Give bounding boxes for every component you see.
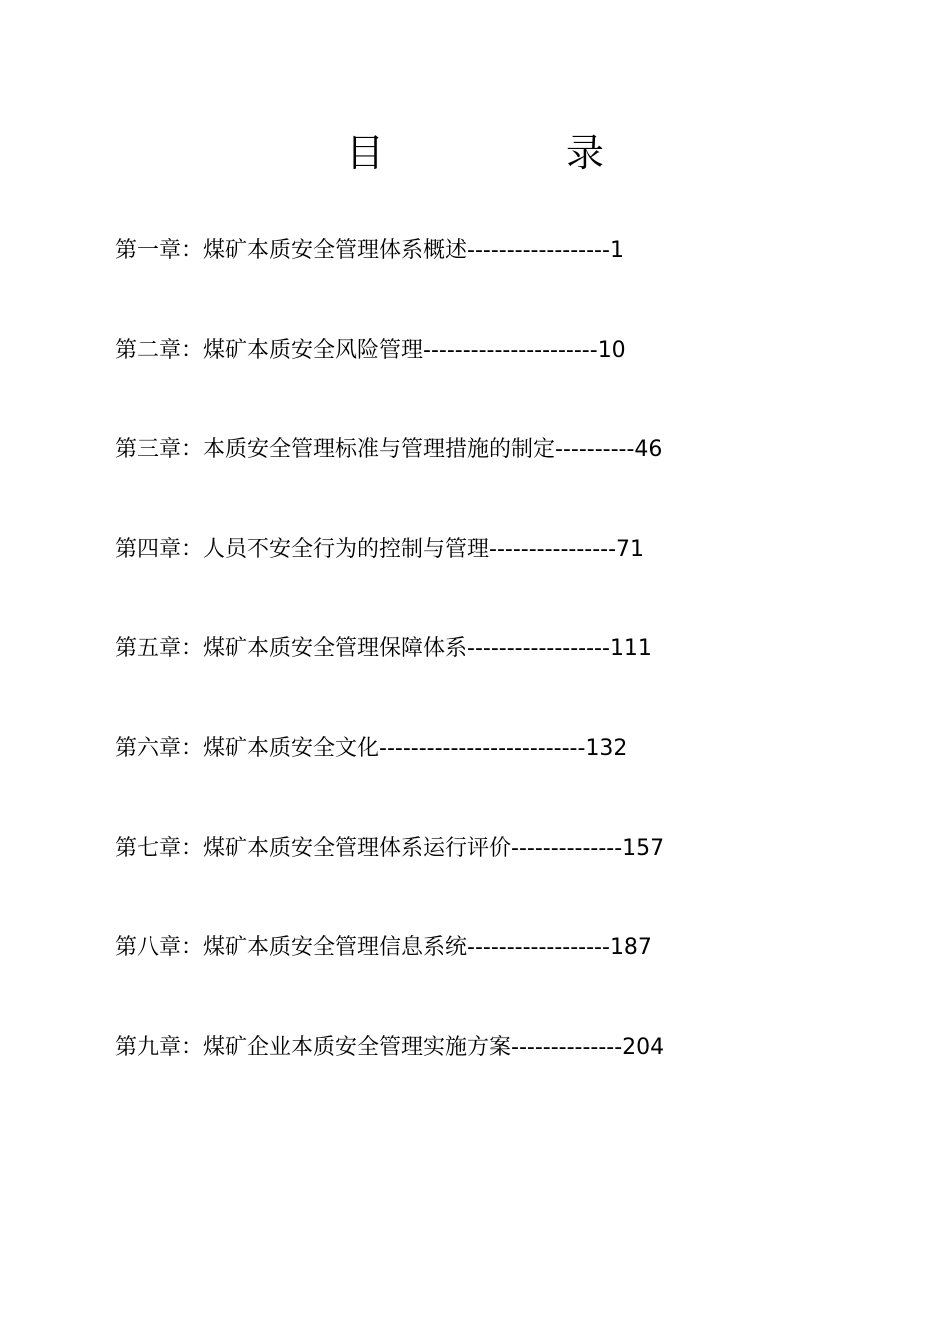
toc-entry-leader: ---------- [555,437,635,463]
toc-entry-leader: -------------------------- [379,735,586,761]
toc-entry-chapter: 第九章： [115,1034,204,1060]
toc-entry-chapter: 第四章： [115,536,204,562]
toc-entry-page: 46 [634,437,663,463]
toc-entry-page: 204 [622,1034,665,1060]
toc-entry-chapter: 第二章： [115,337,204,363]
toc-entry-chapter: 第八章： [115,935,204,961]
toc-entry-text: 煤矿本质安全文化 [203,735,380,761]
toc-entry [115,629,664,729]
toc-entry-chapter: 第六章： [115,735,204,761]
toc-entry-page: 111 [609,636,652,662]
toc-title: 目 录 [345,131,676,175]
toc-entry-page: 10 [597,337,626,363]
toc-entry-leader: ------------------ [467,238,610,263]
toc-entry [115,331,664,431]
toc-entry-page: 187 [609,935,652,961]
toc-entry-text: 煤矿本质安全管理保障体系 [203,636,468,662]
toc-entry [115,729,664,829]
toc-entry-chapter: 第五章： [115,636,204,662]
toc-entry-page: 71 [616,536,645,562]
toc-entry [115,231,664,331]
toc-entry [115,530,664,630]
toc-entry-leader: ------------------ [467,636,610,662]
toc-entry-page: 132 [585,735,628,761]
toc-list [115,231,664,1127]
toc-entry-text: 本质安全管理标准与管理措施的制定 [203,437,556,463]
toc-entry [115,1028,664,1128]
toc-entry [115,928,664,1028]
toc-entry-leader: -------------- [511,835,623,861]
toc-entry-text: 煤矿本质安全管理体系运行评价 [203,835,512,861]
toc-entry-chapter: 第七章： [115,835,204,861]
toc-entry-leader: ---------------------- [423,337,598,363]
toc-entry-text: 煤矿本质安全管理体系概述 [203,238,468,263]
toc-entry-text: 煤矿企业本质安全管理实施方案 [203,1034,512,1060]
toc-entry-text: 煤矿本质安全管理信息系统 [203,935,468,961]
toc-entry-leader: -------------- [511,1034,623,1060]
toc-entry-text: 人员不安全行为的控制与管理 [203,536,490,562]
toc-entry [115,829,664,929]
toc-entry-page: 157 [622,835,665,861]
toc-entry-page: 1 [609,238,624,263]
toc-entry-leader: ------------------ [467,935,610,961]
toc-entry-chapter: 第一章： [115,238,204,263]
toc-entry-text: 煤矿本质安全风险管理 [203,337,424,363]
toc-entry-leader: ---------------- [489,536,617,562]
toc-entry [115,430,664,530]
toc-entry-chapter: 第三章： [115,437,204,463]
